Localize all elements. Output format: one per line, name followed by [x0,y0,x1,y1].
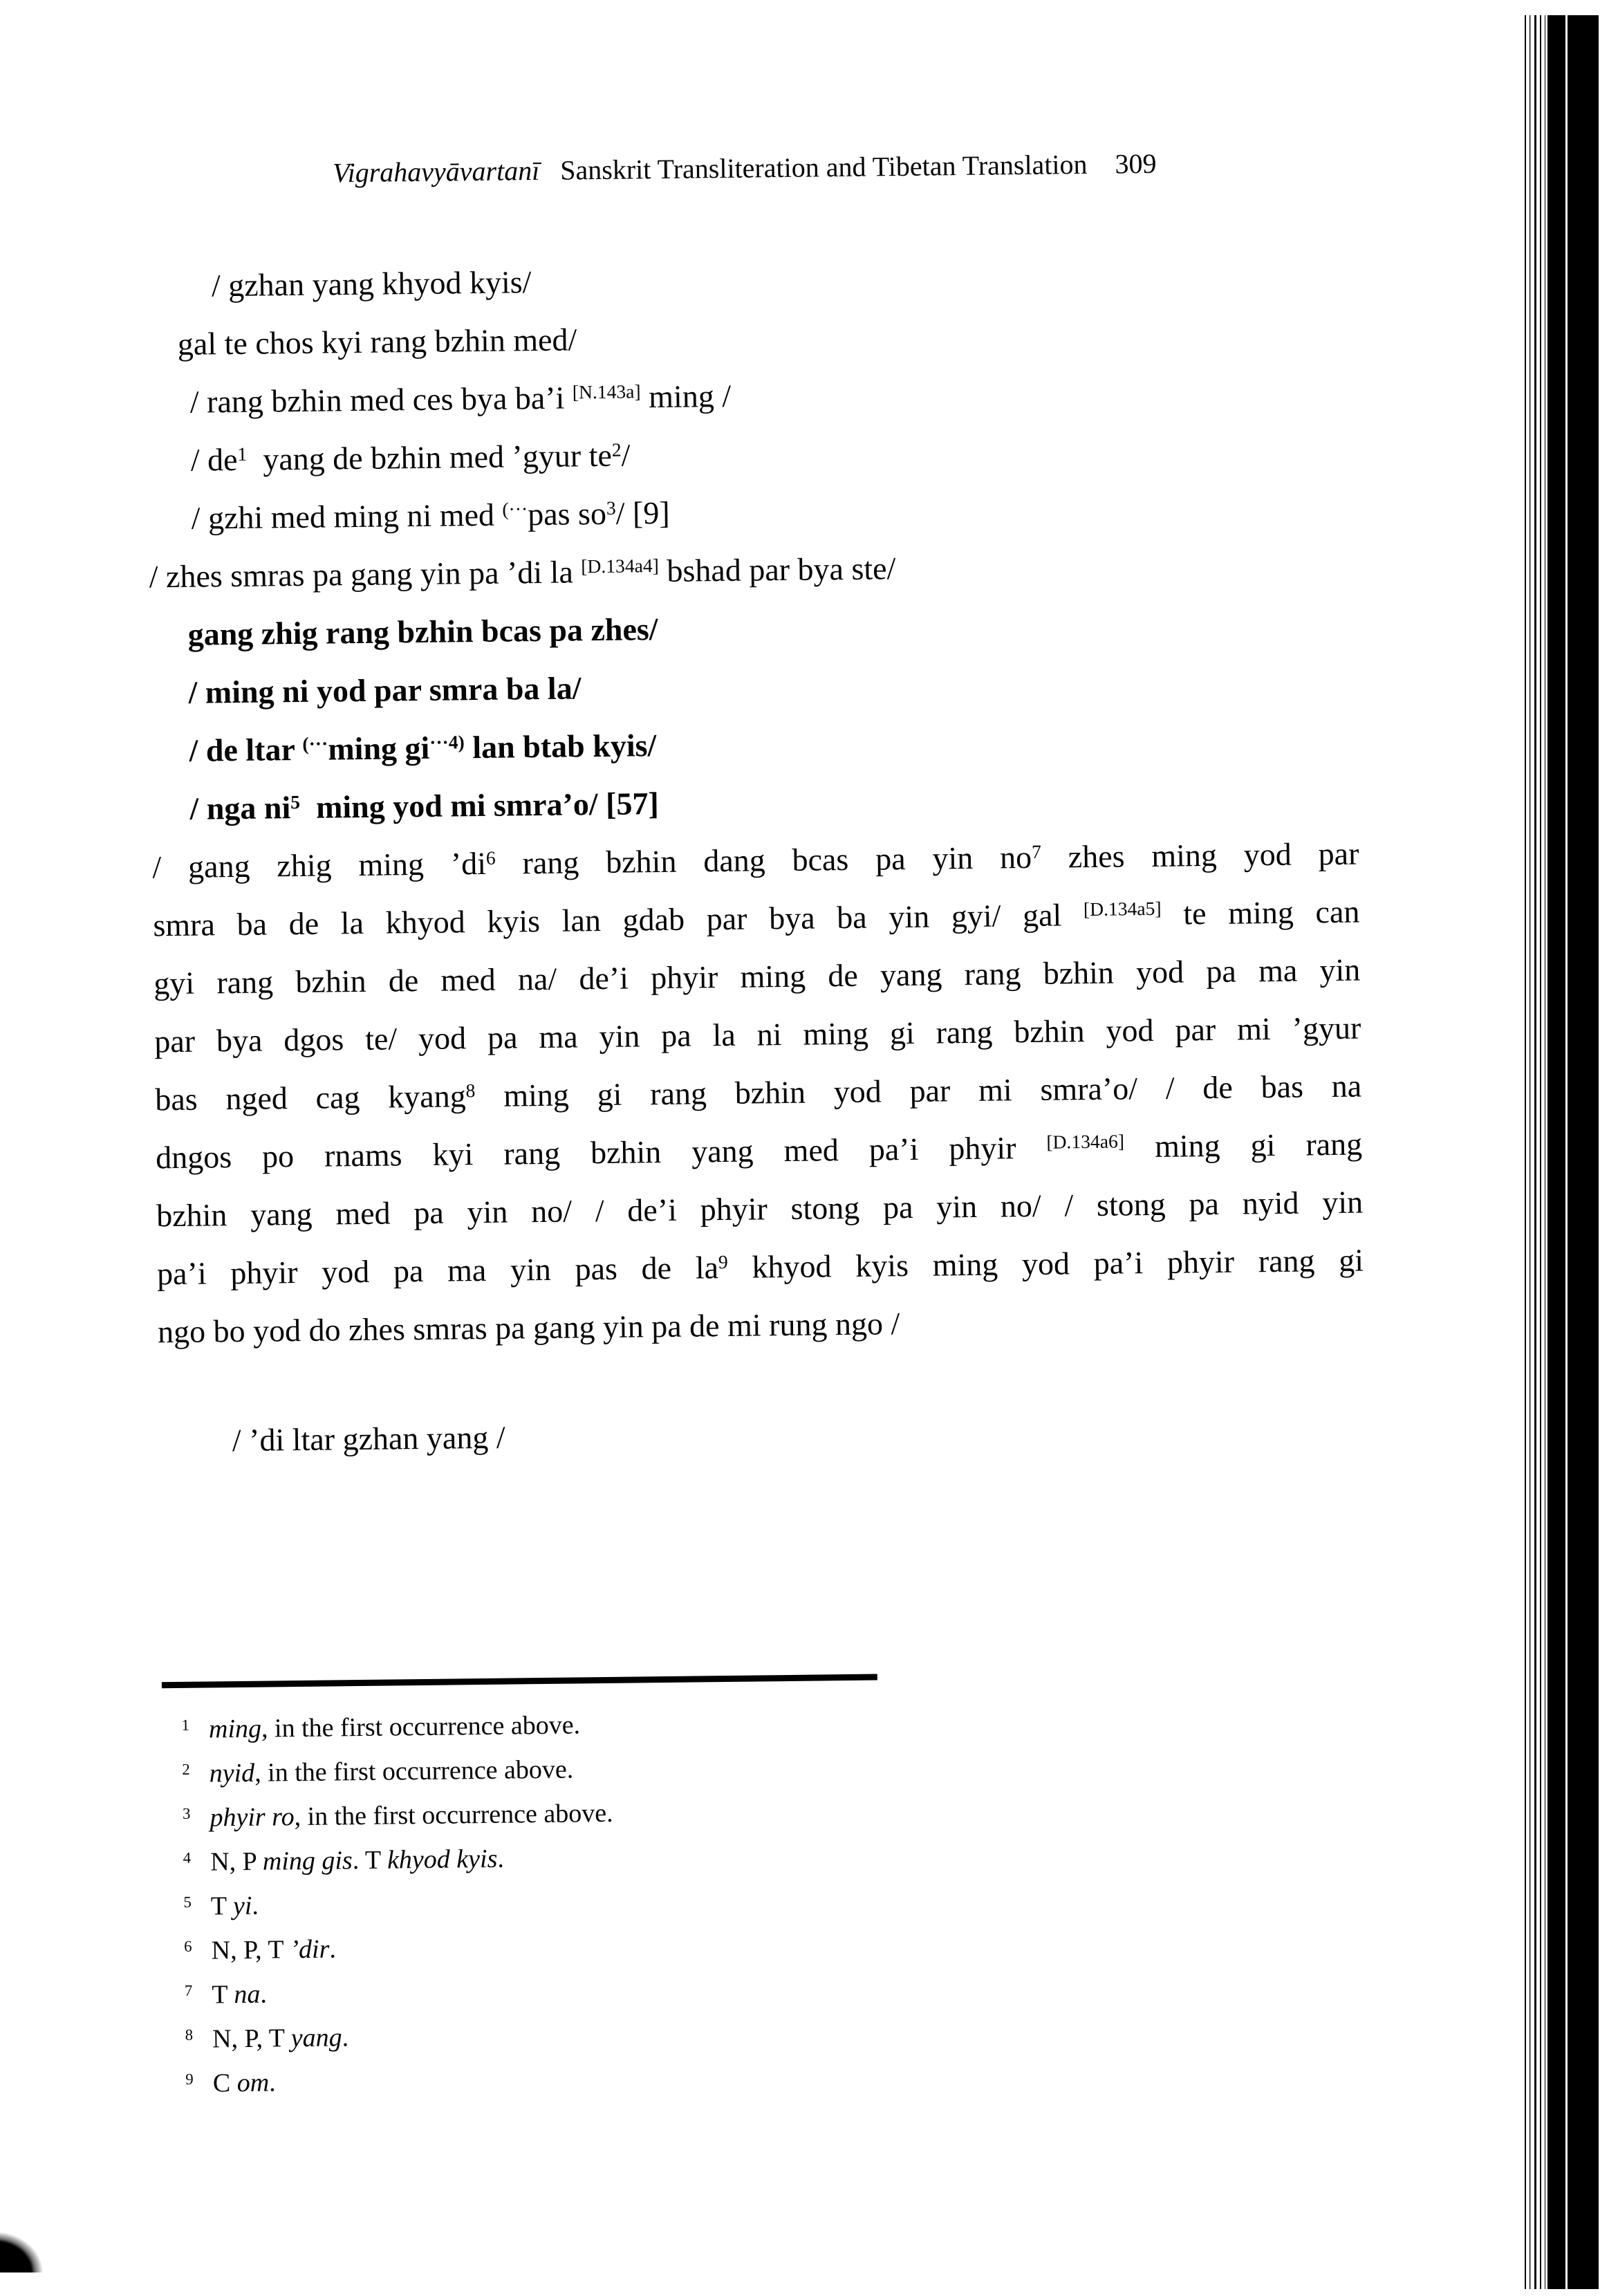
verse-line: / $de^1$ yang de bzhin med ’gyur $te^2/$ [190,437,631,478]
paragraph-line: bzhin yang med pa yin no/ / de’i phyir stong pa yin no/ / stong pa nyid yin [156,1184,1364,1234]
verse-line: / gzhan yang khyod kyis/ [211,264,532,304]
footnote-marker: 8 [185,2026,194,2044]
footnote-marker: 7 [184,1981,193,1999]
verse-line: gang zhig rang bzhin bcas pa zhes/ [187,611,658,652]
footnote-marker: 4 [183,1849,192,1867]
footnote-marker: 1 [181,1716,190,1734]
verse-block-2 [149,593,1359,839]
footnote-text: T yi. [210,1891,259,1921]
paragraph-line: bas nged cag kyang$^8$ ming gi rang bzhin yod par mi smra’o/ / de bas na [154,1068,1362,1118]
scan-gutter-band [1521,15,1599,2289]
paragraph-line: / gang zhig ming $’di^6$ rang bzhin dang bcas pa yin $no^7$ zhes ming yod par [152,835,1359,885]
footnote-text: N, P ming gis. T khyod kyis. [210,1844,505,1877]
footnote-marker: 5 [183,1893,192,1911]
verse-line: / nga $ni^5$ ming yod mi smra’o/ [57] [189,786,660,826]
verse-line: / gzhi med ming ni med (···pas $so^3/$ [9] [191,494,670,536]
main-paragraph [152,825,1364,1362]
paragraph-line: dngos po rnams kyi rang bzhin yang med pa’i phyir [D.134a6] ming gi rang [155,1126,1363,1176]
footnote-text: ming, in the first occurrence above. [208,1710,581,1744]
footnote-marker: 6 [184,1937,192,1955]
paragraph-line: ngo bo yod do zhes smras pa gang yin pa de mi rung ngo / [157,1306,900,1350]
verse-line: / ming ni yod par smra ba la/ [188,670,582,710]
closing-line: / ’di ltar gzhan yang / [232,1419,505,1459]
footnote-marker: 2 [182,1760,190,1778]
footnote-marker: 3 [182,1804,191,1822]
footnote-text: N, P, T yang. [212,2023,349,2054]
paragraph-line: gyi rang bzhin de med na/ de’i phyir ming de yang rang bzhin yod pa ma yin [154,952,1361,1001]
verse-line: gal te chos kyi rang bzhin med/ [177,322,577,362]
footnotes-section [162,1694,1373,2106]
footnote-text: C om. [212,2068,276,2098]
footnote-divider [162,1674,877,1689]
footnote-text: nyid, in the first occurrence above. [209,1755,574,1788]
footnote-marker: 9 [185,2070,194,2088]
verse-line: / zhes smras pa gang yin pa ’di la [D.134a4] bshad par bya ste/ [149,550,896,595]
paragraph-line: pa’i phyir yod pa ma yin pas de $la^9$ khyod kyis ming yod pa’i phyir rang gi [156,1242,1364,1292]
verse-block-1 [145,244,1356,607]
page-content [142,0,1373,2106]
scan-corner-smudge [0,2217,60,2272]
footnote-text: T na. [212,1979,268,2010]
running-header [145,145,1351,192]
book-title: Vigrahavyāvartanī [332,154,540,189]
footnote-text: phyir ro, in the first occurrence above. [210,1798,613,1833]
page-number: 309 [1115,147,1157,180]
verse-line: / rang bzhin med ces bya ba’i [N.143a] ming / [189,378,732,420]
header-subtitle: Sanskrit Transliteration and Tibetan Translation [560,148,1088,186]
verse-line: / de ltar (···ming $gi^{\cdot\cdot\cdot 4)}$ lan btab kyis/ [189,728,657,768]
paragraph-line: par bya dgos te/ yod pa ma yin pa la ni ming gi rang bzhin yod par mi ’gyur [154,1010,1361,1059]
paragraph-line: smra ba de la khyod kyis lan gdab par bya ba yin gyi/ gal [D.134a5] te ming can [153,894,1360,943]
footnote-text: N, P, T ’dir. [211,1934,337,1965]
